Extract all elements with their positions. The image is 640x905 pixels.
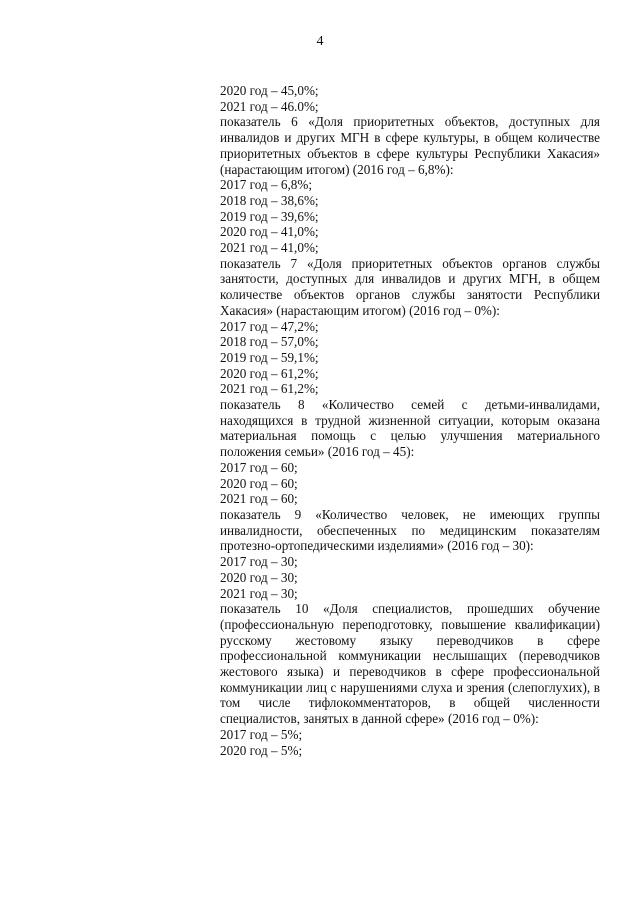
year-value-line: 2020 год – 30;: [220, 569, 298, 585]
year-value-line: 2019 год – 59,1%;: [220, 349, 319, 365]
document-body: [220, 83, 600, 758]
indicator-10-paragraph: показатель 10 «Доля специалистов, прошедших обучение (профессиональную переподготовку, повышение квалификации) русскому жестовому языку переводчиков в сфере профессиональной коммуникации неслышащих (переводчиков жестового языка) и переводчиков в сфере профессиональной коммуникации лиц с нарушениями слуха и зрения (слепоглухих), в том числе тифлокомментаторов, в общей численности специалистов, занятых в данной сфере» (2016 год – 0%):: [220, 601, 600, 727]
year-value-line: 2017 год – 30;: [220, 554, 298, 570]
year-value-line: 2018 год – 38,6%;: [220, 192, 319, 208]
year-value-line: 2020 год – 60;: [220, 475, 298, 491]
year-value-line: 2021 год – 30;: [220, 585, 298, 601]
page-number: 4: [316, 34, 324, 49]
year-value-line: 2020 год – 5%;: [220, 742, 303, 758]
indicator-8-paragraph: показатель 8 «Количество семей с детьми-инвалидами, находящихся в трудной жизненной ситуации, которым оказана материальная помощь с целью улучшения материального положения семьи» (2016 год – 45):: [220, 397, 600, 460]
year-value-line: 2020 год – 61,2%;: [220, 365, 319, 381]
indicator-6-paragraph: показатель 6 «Доля приоритетных объектов, доступных для инвалидов и других МГН в сфере культуры, в общем количестве приоритетных объектов в сфере культуры Республики Хакасия» (нарастающим итогом) (2016 год – 6,8%):: [220, 114, 600, 177]
year-value-line: 2017 год – 60;: [220, 459, 298, 475]
year-value-line: 2020 год – 45,0%;: [220, 83, 319, 98]
year-value-line: 2020 год – 41,0%;: [220, 224, 319, 240]
year-value-line: 2017 год – 47,2%;: [220, 318, 319, 334]
year-value-line: 2017 год – 5%;: [220, 726, 303, 742]
year-value-line: 2018 год – 57,0%;: [220, 334, 319, 350]
year-value-line: 2019 год – 39,6%;: [220, 208, 319, 224]
year-value-line: 2021 год – 46.0%;: [220, 98, 319, 114]
year-value-line: 2017 год – 6,8%;: [220, 177, 312, 193]
year-value-line: 2021 год – 61,2%;: [220, 381, 319, 397]
indicator-7-paragraph: показатель 7 «Доля приоритетных объектов органов службы занятости, доступных для инвалидов и других МГН, в общем количестве объектов органов службы занятости Республики Хакасия» (нарастающим итогом) (2016 год – 0%):: [220, 255, 600, 318]
indicator-9-paragraph: показатель 9 «Количество человек, не имеющих группы инвалидности, обеспеченных по медицинским показателям протезно-ортопедическими изделиями» (2016 год – 30):: [220, 506, 600, 554]
year-value-line: 2021 год – 41,0%;: [220, 240, 319, 256]
year-value-line: 2021 год – 60;: [220, 491, 298, 507]
